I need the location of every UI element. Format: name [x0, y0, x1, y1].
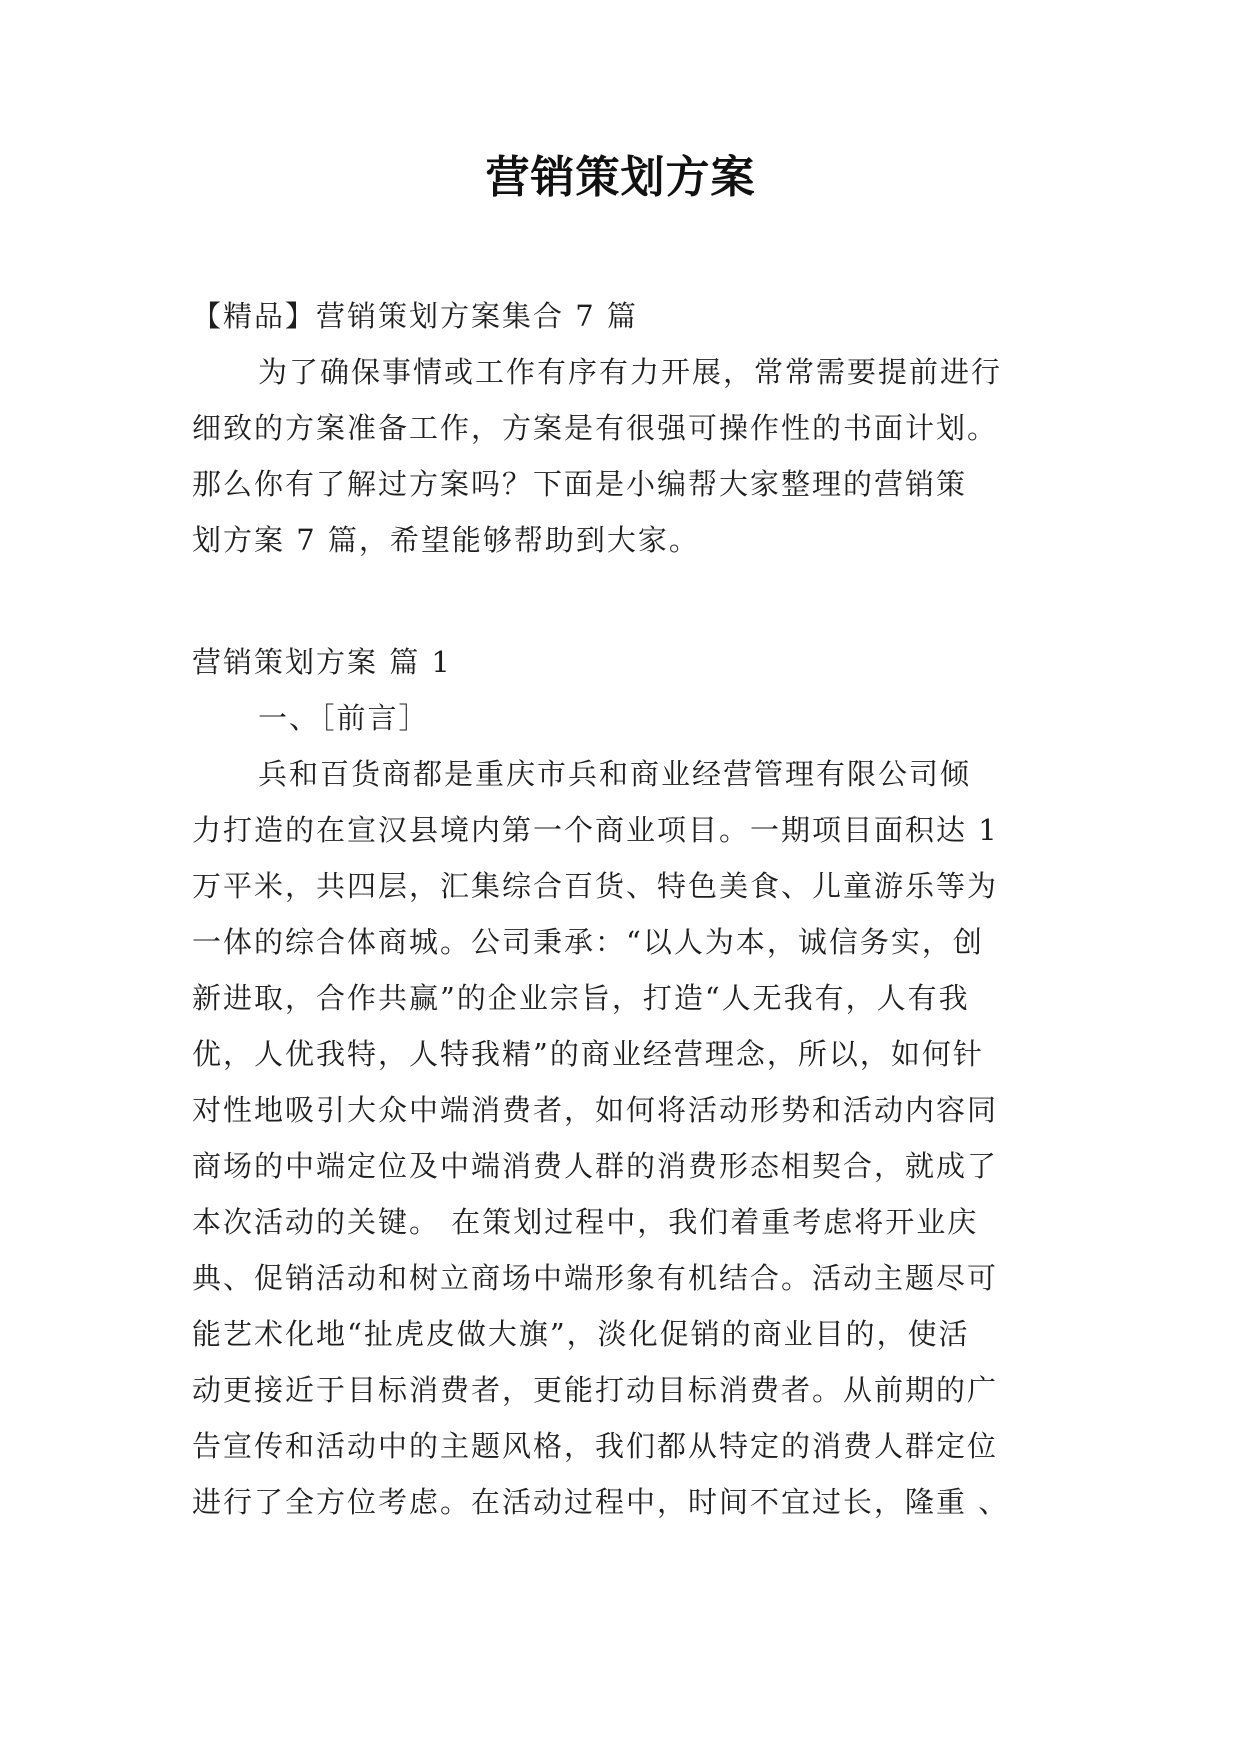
document-title: 营销策划方案 [485, 152, 756, 203]
intro-line: 为了确保事情或工作有序有力开展，常常需要提前进行 [258, 355, 1003, 389]
body-line: 动更接近于目标消费者，更能打动目标消费者。从前期的广 [192, 1373, 999, 1407]
intro-line: 那么你有了解过方案吗？下面是小编帮大家整理的营销策 [192, 467, 968, 501]
body-line: 典、促销活动和树立商场中端形象有机结合。活动主题尽可 [192, 1261, 999, 1295]
intro-line: 细致的方案准备工作，方案是有很强可操作性的书面计划。 [192, 411, 999, 445]
body-line: 力打造的在宣汉县境内第一个商业项目。一期项目面积达 1 [192, 813, 999, 847]
body-line: 进行了全方位考虑。在活动过程中，时间不宜过长，隆重 、 [192, 1485, 1010, 1519]
body-line: 兵和百货商都是重庆市兵和商业经营管理有限公司倾 [258, 757, 972, 791]
body-line: 告宣传和活动中的主题风格，我们都从特定的消费人群定位 [192, 1429, 999, 1463]
body-line: 对性地吸引大众中端消费者，如何将活动形势和活动内容同 [192, 1093, 999, 1127]
subsection-heading: 一、［前言］ [258, 701, 430, 735]
body-line: 一体的综合体商城。公司秉承：“以人为本，诚信务实，创 [192, 925, 984, 959]
intro-line: 划方案 7 篇，希望能够帮助到大家。 [192, 523, 700, 557]
section-heading: 营销策划方案 篇 1 [192, 645, 452, 679]
body-line: 商场的中端定位及中端消费人群的消费形态相契合，就成了 [192, 1149, 999, 1183]
body-line: 本次活动的关键。 在策划过程中，我们着重考虑将开业庆 [192, 1205, 979, 1239]
body-line: 新进取，合作共赢”的企业宗旨，打造“人无我有，人有我 [192, 981, 970, 1015]
body-line: 能艺术化地“扯虎皮做大旗”，淡化促销的商业目的，使活 [192, 1317, 970, 1351]
document-subtitle: 【精品】营销策划方案集合 7 篇 [192, 299, 638, 333]
body-line: 万平米，共四层，汇集综合百货、特色美食、儿童游乐等为 [192, 869, 999, 903]
body-line: 优，人优我特，人特我精”的商业经营理念，所以，如何针 [192, 1037, 984, 1071]
